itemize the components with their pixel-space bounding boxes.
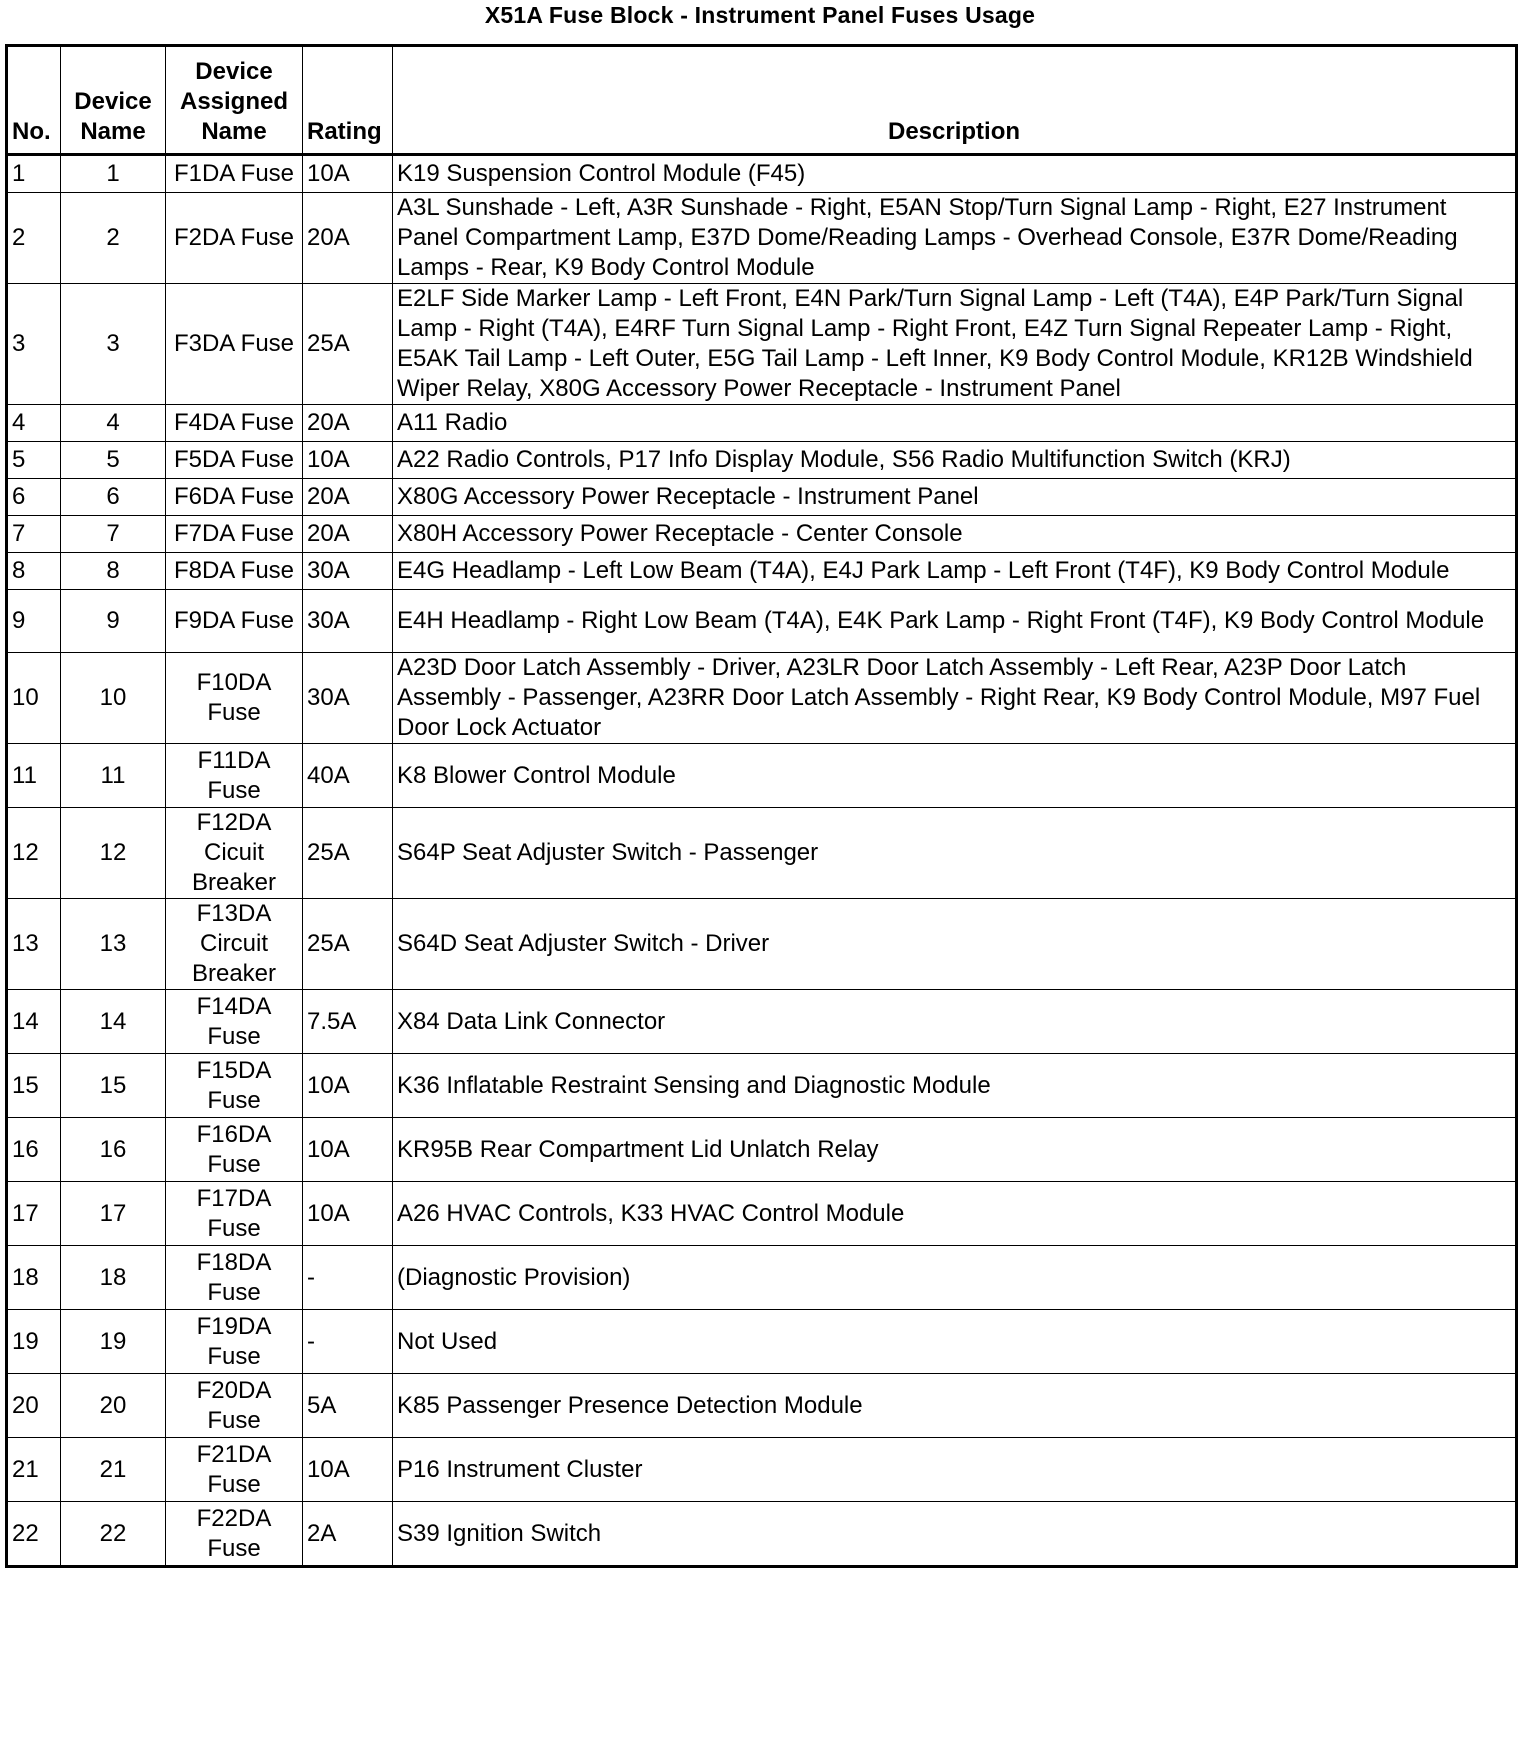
cell-rating: 30A <box>303 553 393 590</box>
cell-no: 19 <box>7 1310 61 1374</box>
cell-description: K36 Inflatable Restraint Sensing and Diagnostic Module <box>393 1054 1517 1118</box>
table-row <box>7 808 1517 899</box>
cell-no: 8 <box>7 553 61 590</box>
cell-device-name: 16 <box>61 1118 166 1182</box>
header-description: Description <box>393 46 1517 155</box>
cell-rating: 5A <box>303 1374 393 1438</box>
cell-device-assigned-name: F15DA Fuse <box>166 1054 303 1118</box>
cell-rating: 10A <box>303 442 393 479</box>
table-row <box>7 1182 1517 1246</box>
cell-device-assigned-name: F9DA Fuse <box>166 590 303 653</box>
cell-device-assigned-name: F14DA Fuse <box>166 990 303 1054</box>
cell-no: 16 <box>7 1118 61 1182</box>
cell-rating: 10A <box>303 1438 393 1502</box>
table-row <box>7 1502 1517 1567</box>
cell-no: 11 <box>7 744 61 808</box>
cell-no: 1 <box>7 155 61 193</box>
table-row <box>7 405 1517 442</box>
cell-device-assigned-name: F4DA Fuse <box>166 405 303 442</box>
table-row <box>7 284 1517 405</box>
cell-description: X80G Accessory Power Receptacle - Instrument Panel <box>393 479 1517 516</box>
cell-description: KR95B Rear Compartment Lid Unlatch Relay <box>393 1118 1517 1182</box>
cell-device-assigned-name: F21DA Fuse <box>166 1438 303 1502</box>
cell-description: E2LF Side Marker Lamp - Left Front, E4N Park/Turn Signal Lamp - Left (T4A), E4P Park/Turn Signal Lamp - Right (T4A), E4RF Turn Signal Lamp - Right Front, E4Z Turn Signal Repeater Lamp - Right, E5AK Tail Lamp - Left Outer, E5G Tail Lamp - Left Inner, K9 Body Control Module, KR12B Windshield Wiper Relay, X80G Accessory Power Receptacle - Instrument Panel <box>393 284 1517 405</box>
cell-rating: 20A <box>303 516 393 553</box>
cell-device-name: 8 <box>61 553 166 590</box>
page-title: X51A Fuse Block - Instrument Panel Fuses Usage <box>484 2 1036 28</box>
cell-device-name: 21 <box>61 1438 166 1502</box>
cell-device-name: 18 <box>61 1246 166 1310</box>
cell-device-assigned-name: F3DA Fuse <box>166 284 303 405</box>
cell-device-name: 1 <box>61 155 166 193</box>
cell-description: K19 Suspension Control Module (F45) <box>393 155 1517 193</box>
cell-rating: 25A <box>303 284 393 405</box>
cell-no: 22 <box>7 1502 61 1567</box>
table-row <box>7 479 1517 516</box>
header-device-assigned-name: Device Assigned Name <box>166 46 303 155</box>
cell-description: A26 HVAC Controls, K33 HVAC Control Module <box>393 1182 1517 1246</box>
cell-device-assigned-name: F10DA Fuse <box>166 653 303 744</box>
table-row <box>7 1438 1517 1502</box>
table-row <box>7 653 1517 744</box>
cell-description: P16 Instrument Cluster <box>393 1438 1517 1502</box>
cell-device-name: 15 <box>61 1054 166 1118</box>
cell-device-name: 22 <box>61 1502 166 1567</box>
cell-device-name: 2 <box>61 193 166 284</box>
cell-rating: - <box>303 1310 393 1374</box>
header-device-name: Device Name <box>61 46 166 155</box>
cell-description: S64P Seat Adjuster Switch - Passenger <box>393 808 1517 899</box>
table-row <box>7 516 1517 553</box>
cell-device-assigned-name: F22DA Fuse <box>166 1502 303 1567</box>
table-header-row <box>7 46 1517 155</box>
fuse-usage-table <box>5 44 1518 1568</box>
cell-device-name: 3 <box>61 284 166 405</box>
cell-description: K8 Blower Control Module <box>393 744 1517 808</box>
cell-no: 20 <box>7 1374 61 1438</box>
cell-description: E4H Headlamp - Right Low Beam (T4A), E4K Park Lamp - Right Front (T4F), K9 Body Control Module <box>393 590 1517 653</box>
cell-device-name: 6 <box>61 479 166 516</box>
cell-no: 18 <box>7 1246 61 1310</box>
cell-description: X84 Data Link Connector <box>393 990 1517 1054</box>
cell-device-assigned-name: F8DA Fuse <box>166 553 303 590</box>
table-row <box>7 1118 1517 1182</box>
cell-rating: 10A <box>303 1182 393 1246</box>
cell-no: 7 <box>7 516 61 553</box>
cell-device-assigned-name: F13DA Circuit Breaker <box>166 899 303 990</box>
cell-rating: 2A <box>303 1502 393 1567</box>
cell-device-assigned-name: F1DA Fuse <box>166 155 303 193</box>
cell-no: 2 <box>7 193 61 284</box>
cell-description: S39 Ignition Switch <box>393 1502 1517 1567</box>
cell-device-name: 7 <box>61 516 166 553</box>
cell-device-name: 17 <box>61 1182 166 1246</box>
cell-no: 10 <box>7 653 61 744</box>
table-row <box>7 744 1517 808</box>
cell-rating: 30A <box>303 590 393 653</box>
cell-device-name: 11 <box>61 744 166 808</box>
cell-description: A22 Radio Controls, P17 Info Display Module, S56 Radio Multifunction Switch (KRJ) <box>393 442 1517 479</box>
header-no: No. <box>7 46 61 155</box>
header-rating: Rating <box>303 46 393 155</box>
table-row <box>7 899 1517 990</box>
cell-device-assigned-name: F17DA Fuse <box>166 1182 303 1246</box>
cell-description: A23D Door Latch Assembly - Driver, A23LR Door Latch Assembly - Left Rear, A23P Door Latch Assembly - Passenger, A23RR Door Latch Assembly - Right Rear, K9 Body Control Module, M97 Fuel Door Lock Actuator <box>393 653 1517 744</box>
cell-rating: 20A <box>303 479 393 516</box>
cell-device-name: 9 <box>61 590 166 653</box>
cell-no: 15 <box>7 1054 61 1118</box>
cell-device-assigned-name: F18DA Fuse <box>166 1246 303 1310</box>
cell-description: (Diagnostic Provision) <box>393 1246 1517 1310</box>
table-row <box>7 442 1517 479</box>
cell-no: 13 <box>7 899 61 990</box>
cell-no: 9 <box>7 590 61 653</box>
table-row <box>7 990 1517 1054</box>
cell-rating: 10A <box>303 155 393 193</box>
cell-description: E4G Headlamp - Left Low Beam (T4A), E4J Park Lamp - Left Front (T4F), K9 Body Control Module <box>393 553 1517 590</box>
cell-device-name: 14 <box>61 990 166 1054</box>
fuse-table-body <box>7 155 1517 1567</box>
cell-device-name: 19 <box>61 1310 166 1374</box>
cell-no: 14 <box>7 990 61 1054</box>
cell-description: K85 Passenger Presence Detection Module <box>393 1374 1517 1438</box>
table-row <box>7 155 1517 193</box>
cell-device-name: 20 <box>61 1374 166 1438</box>
cell-rating: 10A <box>303 1054 393 1118</box>
cell-device-assigned-name: F7DA Fuse <box>166 516 303 553</box>
cell-device-name: 4 <box>61 405 166 442</box>
cell-no: 21 <box>7 1438 61 1502</box>
cell-rating: 10A <box>303 1118 393 1182</box>
cell-rating: 30A <box>303 653 393 744</box>
cell-rating: 25A <box>303 899 393 990</box>
cell-description: S64D Seat Adjuster Switch - Driver <box>393 899 1517 990</box>
cell-device-name: 13 <box>61 899 166 990</box>
cell-device-assigned-name: F19DA Fuse <box>166 1310 303 1374</box>
cell-rating: 20A <box>303 193 393 284</box>
table-row <box>7 1310 1517 1374</box>
cell-no: 12 <box>7 808 61 899</box>
cell-description: Not Used <box>393 1310 1517 1374</box>
cell-description: A3L Sunshade - Left, A3R Sunshade - Right, E5AN Stop/Turn Signal Lamp - Right, E27 Instrument Panel Compartment Lamp, E37D Dome/Reading Lamps - Overhead Console, E37R Dome/Reading Lamps - Rear, K9 Body Control Module <box>393 193 1517 284</box>
cell-device-assigned-name: F11DA Fuse <box>166 744 303 808</box>
table-row <box>7 1374 1517 1438</box>
cell-device-assigned-name: F20DA Fuse <box>166 1374 303 1438</box>
cell-device-name: 12 <box>61 808 166 899</box>
table-row <box>7 553 1517 590</box>
cell-description: X80H Accessory Power Receptacle - Center Console <box>393 516 1517 553</box>
cell-rating: - <box>303 1246 393 1310</box>
cell-device-assigned-name: F5DA Fuse <box>166 442 303 479</box>
cell-device-assigned-name: F12DA Cicuit Breaker <box>166 808 303 899</box>
cell-device-assigned-name: F16DA Fuse <box>166 1118 303 1182</box>
table-row <box>7 1246 1517 1310</box>
cell-no: 3 <box>7 284 61 405</box>
table-row <box>7 193 1517 284</box>
cell-no: 17 <box>7 1182 61 1246</box>
table-row <box>7 590 1517 653</box>
cell-no: 6 <box>7 479 61 516</box>
cell-rating: 7.5A <box>303 990 393 1054</box>
cell-device-assigned-name: F2DA Fuse <box>166 193 303 284</box>
cell-no: 5 <box>7 442 61 479</box>
cell-rating: 40A <box>303 744 393 808</box>
cell-description: A11 Radio <box>393 405 1517 442</box>
cell-device-name: 5 <box>61 442 166 479</box>
cell-rating: 20A <box>303 405 393 442</box>
cell-device-assigned-name: F6DA Fuse <box>166 479 303 516</box>
cell-rating: 25A <box>303 808 393 899</box>
table-row <box>7 1054 1517 1118</box>
cell-no: 4 <box>7 405 61 442</box>
cell-device-name: 10 <box>61 653 166 744</box>
